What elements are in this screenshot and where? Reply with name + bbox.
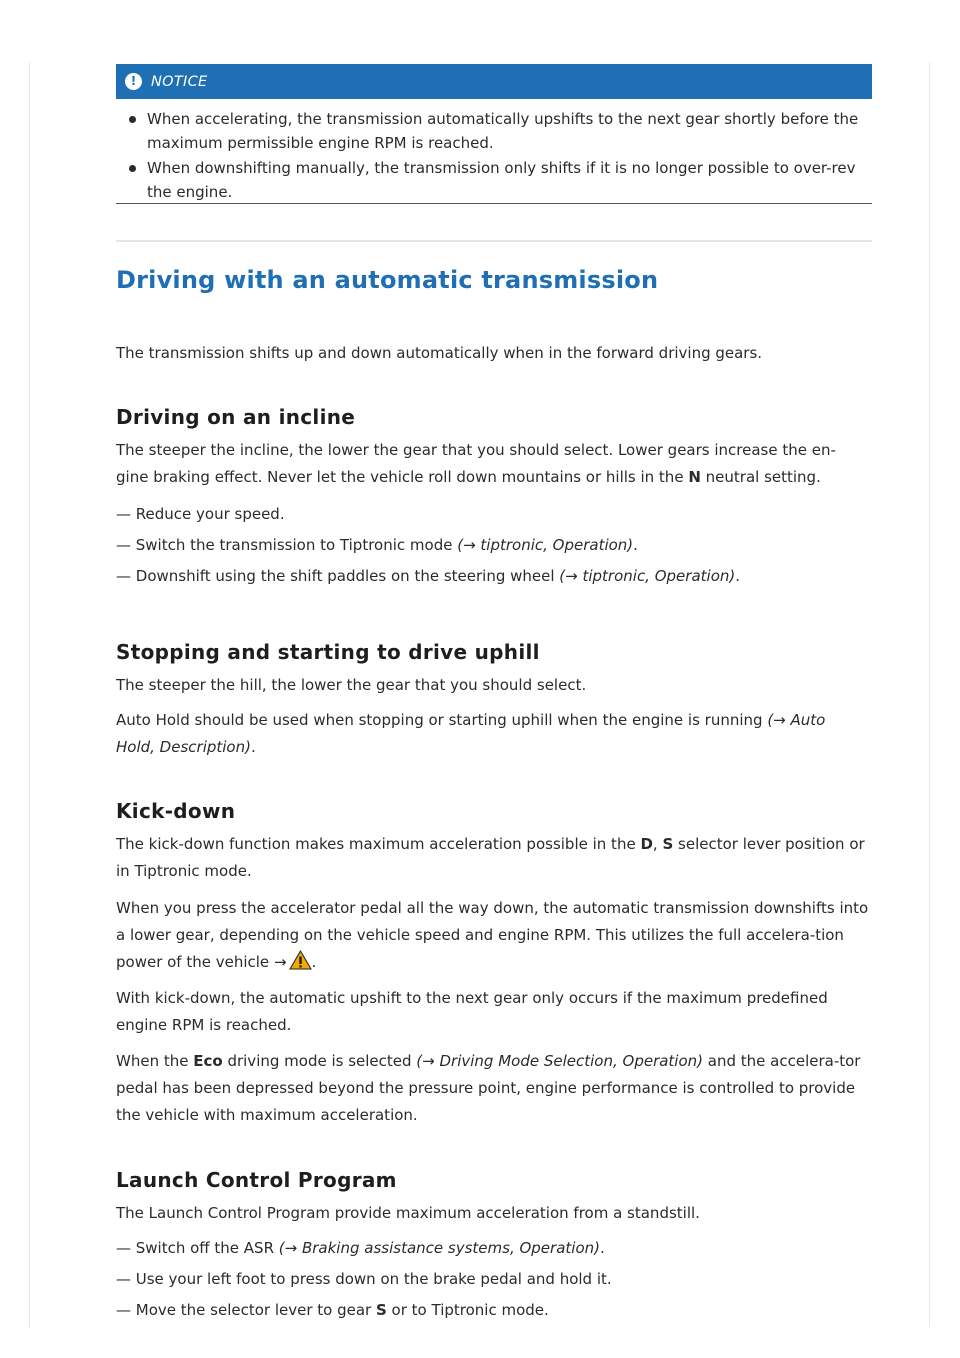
launch-step-3 (116, 1297, 876, 1324)
notice-list (128, 107, 868, 205)
kickdown-text: When you press the accelerator pedal all the way down, the automatic transmission downshifts into a lower gear, depending on the vehicle speed and engine RPM. This utilizes the full accelera-tion power of the vehicle (116, 899, 869, 971)
step-text: — Switch the transmission to Tiptronic mode (116, 536, 458, 554)
launch-step-1 (116, 1235, 876, 1262)
bullet-dot (129, 116, 136, 123)
kickdown-paragraph-3: With kick-down, the automatic upshift to the next gear only occurs if the maximum predefined engine RPM is reached. (116, 989, 828, 1034)
notice-bullet-text: When downshifting manually, the transmission only shifts if it is no longer possible to over-rev the engine. (147, 159, 856, 201)
warning-triangle-icon[interactable] (289, 950, 312, 970)
notice-label: NOTICE (151, 73, 208, 90)
uphill-paragraph-2 (116, 707, 864, 761)
incline-step-3 (116, 563, 876, 590)
tiptronic-reference-link[interactable]: (→ tiptronic, Operation) (457, 536, 634, 554)
gear-s-label: S (375, 1301, 387, 1319)
kickdown-paragraph-1 (116, 831, 871, 885)
page-title: Driving with an automatic transmission (116, 266, 659, 294)
incline-heading: Driving on an incline (116, 405, 356, 429)
exclamation-icon: ! (125, 73, 142, 90)
incline-step-2 (116, 532, 876, 559)
intro-paragraph: The transmission shifts up and down automatically when in the forward driving gears. (116, 344, 763, 362)
eco-mode-label: Eco (193, 1052, 223, 1070)
uphill-text: Auto Hold should be used when stopping or starting uphill when the engine is running (116, 711, 768, 729)
launch-heading: Launch Control Program (116, 1168, 397, 1192)
page-margin-line-right (929, 62, 930, 1327)
driving-mode-reference-link[interactable]: (→ Driving Mode Selection, Operation) (416, 1052, 704, 1070)
incline-paragraph (116, 437, 864, 491)
bullet-dot (129, 165, 136, 172)
uphill-text-end: . (250, 738, 256, 756)
incline-text: The steeper the incline, the lower the gear that you should select. Lower gears increase the en-gine braking effect. Never let the vehicle roll down mountains or hills in the (116, 441, 836, 486)
launch-step-2: — Use your left foot to press down on the brake pedal and hold it. (116, 1270, 612, 1288)
incline-step-1: — Reduce your speed. (116, 505, 285, 523)
kickdown-heading: Kick-down (116, 799, 236, 823)
step-text-end: . (735, 567, 741, 585)
page-margin-line-left (29, 62, 30, 1327)
step-text-end: or to Tiptronic mode. (386, 1301, 549, 1319)
braking-assistance-reference-link[interactable]: (→ Braking assistance systems, Operation) (278, 1239, 600, 1257)
kickdown-paragraph-4 (116, 1048, 872, 1129)
gear-d-label: D (640, 835, 653, 853)
step-text-end: . (633, 536, 638, 554)
tiptronic-reference-link[interactable]: (→ tiptronic, Operation) (559, 567, 736, 585)
kickdown-text-end: . (311, 953, 317, 971)
kickdown-text-end: selector lever position or in Tiptronic mode. (116, 835, 865, 880)
neutral-gear-label: N (688, 468, 701, 486)
step-text: — Switch off the ASR (116, 1239, 279, 1257)
separator-text: , (652, 835, 663, 853)
auto-hold-reference-link[interactable]: (→ Auto Hold, Description) (116, 711, 826, 756)
step-text: — Move the selector lever to gear (116, 1301, 376, 1319)
list-item (128, 156, 868, 204)
step-text: — Downshift using the shift paddles on the steering wheel (116, 567, 560, 585)
notice-divider (116, 203, 872, 204)
arrow-glyph: → (273, 953, 287, 971)
notice-header (116, 64, 872, 99)
section-divider (116, 240, 872, 242)
uphill-paragraph-1: The steeper the hill, the lower the gear that you should select. (116, 676, 587, 694)
kickdown-text: driving mode is selected (222, 1052, 417, 1070)
uphill-heading: Stopping and starting to drive uphill (116, 640, 540, 664)
kickdown-paragraph-2 (116, 895, 871, 976)
notice-bullet-text: When accelerating, the transmission automatically upshifts to the next gear shortly before the maximum permissible engine RPM is reached. (147, 110, 859, 152)
incline-text-end: neutral setting. (700, 468, 821, 486)
launch-paragraph: The Launch Control Program provide maximum acceleration from a standstill. (116, 1204, 700, 1222)
step-text-end: . (599, 1239, 605, 1257)
gear-s-label: S (662, 835, 674, 853)
kickdown-text: The kick-down function makes maximum acceleration possible in the (116, 835, 641, 853)
kickdown-text-end: and the accelera-tor pedal has been depressed beyond the pressure point, engine performance is controlled to provide the vehicle with maximum acceleration. (116, 1052, 861, 1124)
kickdown-text: When the (116, 1052, 194, 1070)
list-item (128, 107, 868, 155)
